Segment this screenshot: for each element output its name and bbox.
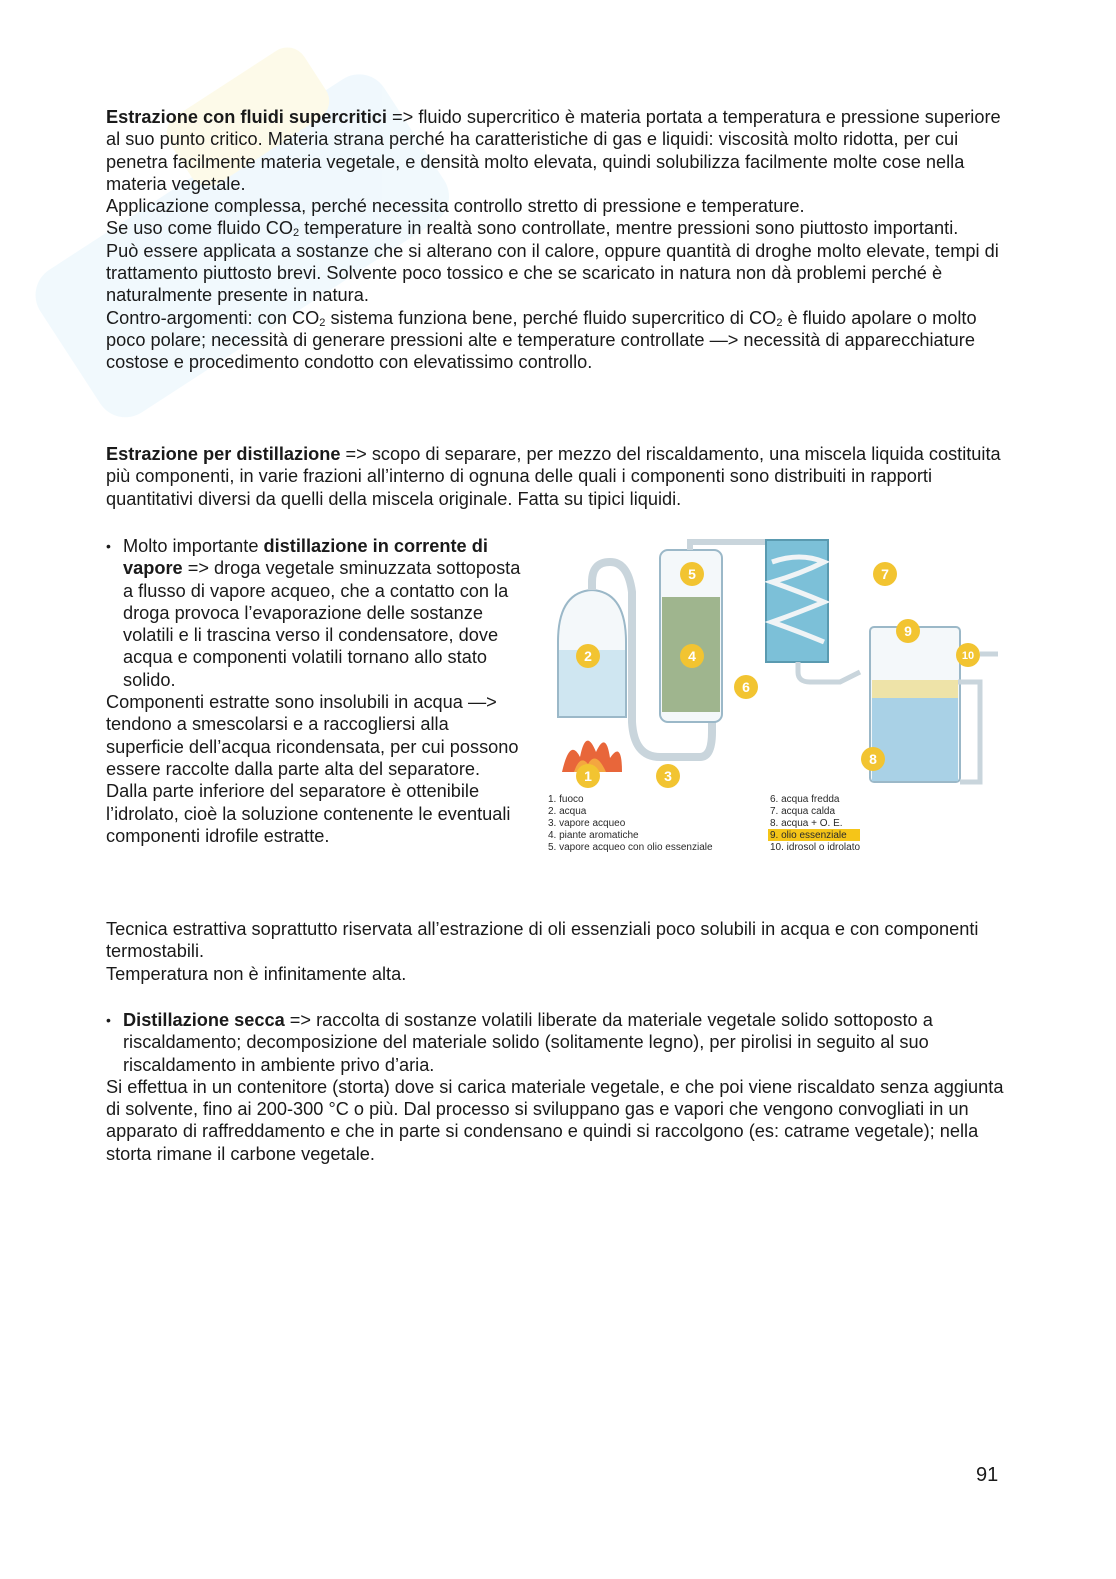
svg-text:4. piante aromatiche: 4. piante aromatiche [548, 830, 639, 841]
outlet-pipe [958, 682, 980, 782]
badge-3: 3 [664, 768, 672, 784]
section-steam-distillation [106, 535, 526, 847]
bullet-steam-distillation: • Molto importante distillazione in corrente di vapore => droga vegetale sminuzzata sottoposta a flusso di vapore acqueo, che a contatto con la droga provoca l’evaporazione delle sostanze volatili e li trascina verso il condensatore, dove acqua e componenti volatili tornano allo stato solido. [106, 535, 526, 691]
diagram-legend [548, 794, 860, 853]
badge-8: 8 [869, 751, 877, 767]
svg-text:6. acqua fredda: 6. acqua fredda [770, 794, 840, 805]
steam-distillation-diagram [540, 532, 1016, 862]
badge-9: 9 [904, 623, 912, 639]
page-number: 91 [976, 1464, 999, 1486]
badge-6: 6 [742, 679, 750, 695]
badge-2: 2 [584, 648, 592, 664]
svg-text:1. fuoco: 1. fuoco [548, 794, 584, 805]
badge-1: 1 [584, 768, 592, 784]
heading-dry-distillation: Distillazione secca [123, 1010, 285, 1030]
badge-5: 5 [688, 566, 696, 582]
svg-text:7. acqua calda: 7. acqua calda [770, 806, 836, 817]
paragraph: Applicazione complessa, perché necessita controllo stretto di pressione e temperature. [106, 196, 805, 217]
separator-water [872, 697, 958, 781]
bullet-dry-distillation: • Distillazione secca => raccolta di sostanze volatili liberate da materiale vegetale solido sottoposto a riscaldamento; decomposizione del materiale solido (solitamente legno), per pirolisi in seguito al suo riscaldamento in ambiente privo d’aria. [106, 1009, 1011, 1076]
badge-7: 7 [881, 566, 889, 582]
essential-oil-layer [872, 680, 958, 698]
heading-distillation: Estrazione per distillazione [106, 444, 341, 464]
paragraph: Dalla parte inferiore del separatore è ottenibile l’idrolato, cioè la soluzione contenente le eventuali componenti idrofile estratte. [106, 781, 511, 846]
paragraph: Può essere applicata a sostanze che si alterano con il calore, oppure quantità di droghe molto elevate, tempi di trattamento piuttosto brevi. Solvente poco tossico e che se scaricato in natura non dà problemi perché è naturalmente presente in natura. [106, 240, 999, 306]
badge-4: 4 [688, 648, 696, 664]
badge-10: 10 [961, 650, 975, 662]
section-dry-distillation [106, 1009, 1011, 1165]
paragraph: Temperatura non è infinitamente alta. [106, 963, 407, 984]
paragraph: Contro-argomenti: con $CO_2$ sistema funziona bene, perché fluido supercritico di $CO_2$ è fluido apolare o molto poco polare; necessità di generare pressioni alte e temperature controllate —> necessità di apparecchiature costose e procedimento condotto con elevatissimo controllo. [106, 307, 977, 373]
svg-text:10. idrosol o idrolato: 10. idrosol o idrolato [770, 842, 861, 853]
paragraph-supercritical-intro: Estrazione con fluidi supercritici => fluido supercritico è materia portata a temperatura e pressione superiore al suo punto critico. Materia strana perché ha caratteristiche di gas e liquidi: viscosità molto ridotta, per cui penetra facilmente materia vegetale, e densità molto elevata, quindi solubilizza facilmente molte cose nella materia vegetale. [106, 107, 1001, 194]
heading-steam-distillation: distillazione in corrente di vapore [123, 536, 488, 579]
paragraph: Si effettua in un contenitore (storta) dove si carica materiale vegetale, e che poi viene riscaldato senza aggiunta di solvente, fino ai 200-300 °C o più. Dal processo si sviluppano gas e vapori che vengono convogliati in un apparato di raffreddamento e che in parte si condensano e quindi si raccolgono (es: catrame vegetale); nella storta rimane il carbone vegetale. [106, 1076, 1004, 1164]
section-distillation [106, 443, 1011, 510]
svg-text:9. olio essenziale: 9. olio essenziale [770, 830, 847, 841]
svg-text:5. vapore acqueo con olio esse: 5. vapore acqueo con olio essenziale [548, 842, 713, 853]
paragraph: Se uso come fluido $CO_2$ temperature in realtà sono controllate, mentre pressioni sono piuttosto importanti. [106, 218, 959, 240]
paragraph-distillation-intro: Estrazione per distillazione => scopo di separare, per mezzo del riscaldamento, una miscela liquida costituita più componenti, in varie frazioni all’interno di ognuna delle quali i componenti sono distribuiti in rapporti quantitativi diversi da quelli della miscela originale. Fatta su tipici liquidi. [106, 444, 1001, 509]
svg-text:3. vapore acqueo: 3. vapore acqueo [548, 818, 626, 829]
svg-text:2. acqua: 2. acqua [548, 806, 587, 817]
section-steam-distillation-cont [106, 918, 1011, 985]
heading-supercritical: Estrazione con fluidi supercritici [106, 107, 387, 127]
section-supercritical [106, 106, 1011, 374]
paragraph: Componenti estratte sono insolubili in acqua —> tendono a smescolarsi e a raccogliersi alla superficie dell’acqua ricondensata, per cui possono essere raccolte dalla parte alta del separatore. [106, 692, 519, 779]
paragraph: Tecnica estrattiva soprattutto riservata all’estrazione di oli essenziali poco solubili in acqua e con componenti termostabili. [106, 919, 979, 962]
svg-text:8. acqua + O. E.: 8. acqua + O. E. [770, 818, 843, 829]
